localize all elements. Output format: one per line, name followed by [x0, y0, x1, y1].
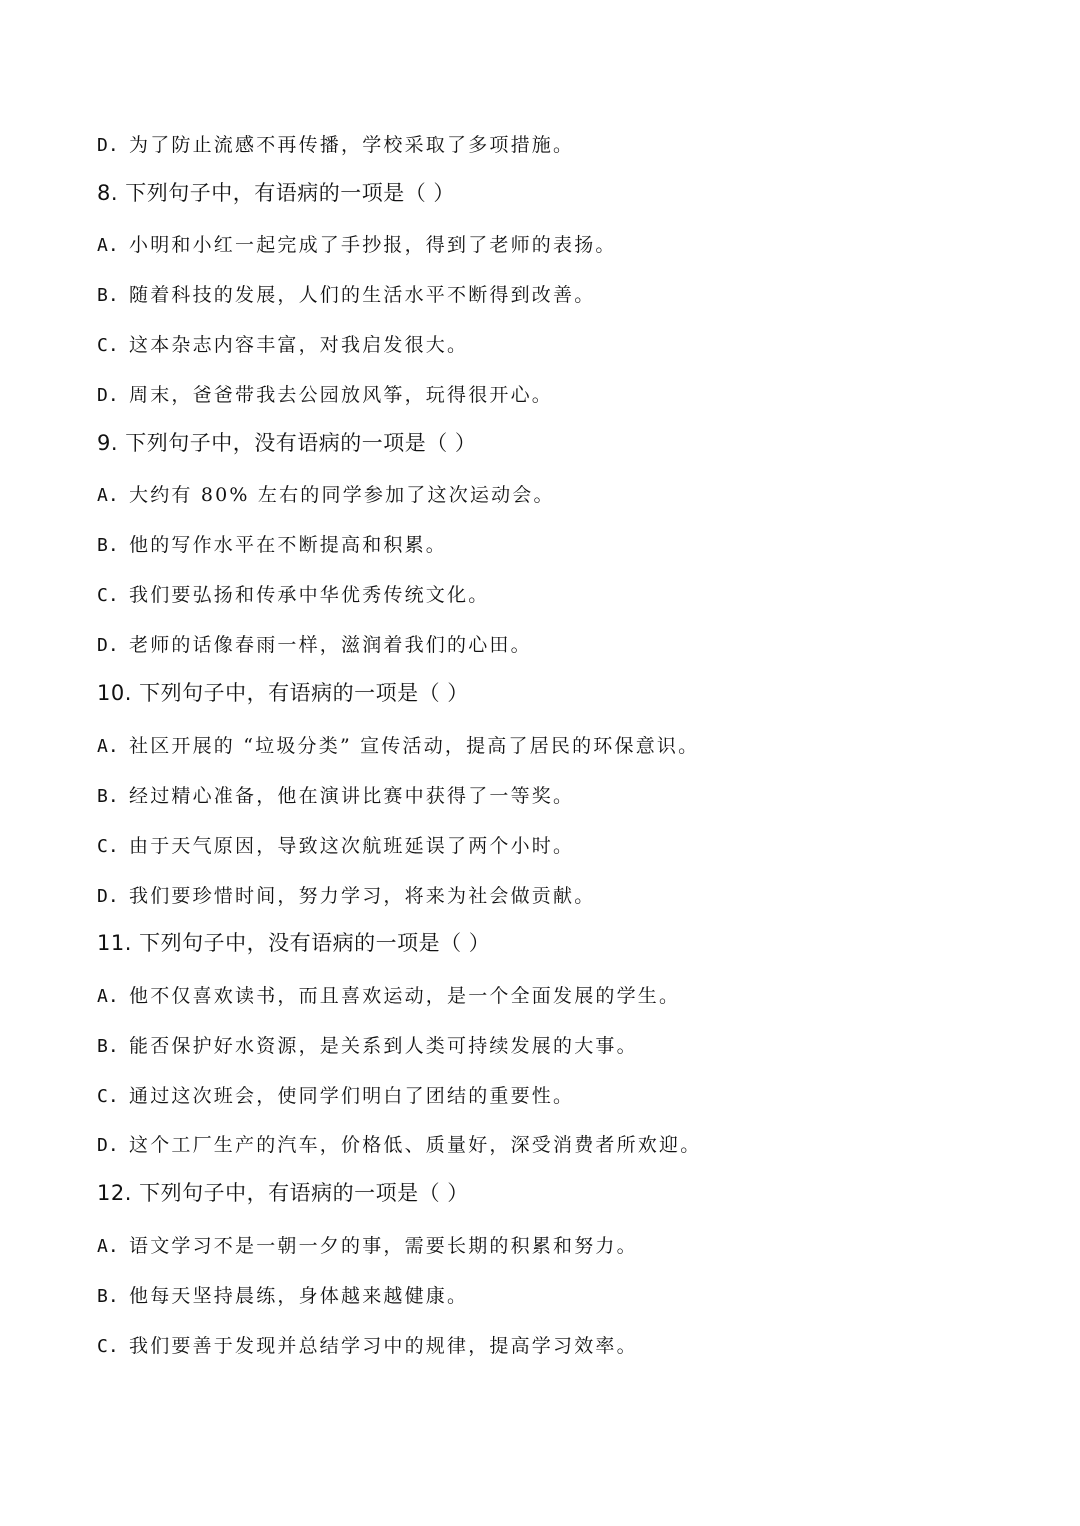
option-letter: B.: [97, 1286, 119, 1307]
question-12: 12. 下列句子中，有语病的一项是（ ）: [97, 1181, 469, 1205]
option-text: 他的写作水平在不断提高和积累。: [129, 534, 448, 556]
option-letter: A.: [97, 235, 119, 256]
option-q8-c: [97, 330, 468, 357]
option-letter: D.: [97, 1135, 119, 1156]
option-q10-c: [97, 831, 574, 858]
question-11: 11. 下列句子中，没有语病的一项是（ ）: [97, 931, 491, 955]
option-q9-d: [97, 630, 532, 657]
option-letter: D.: [97, 635, 119, 656]
option-q11-a: [97, 981, 680, 1008]
option-q10-a: [97, 731, 699, 758]
option-letter: B.: [97, 285, 119, 306]
option-letter: D.: [97, 135, 119, 156]
option-text: 他不仅喜欢读书，而且喜欢运动，是一个全面发展的学生。: [129, 985, 681, 1007]
option-text: 周末，爸爸带我去公园放风筝，玩得很开心。: [129, 384, 554, 406]
option-letter: D.: [97, 385, 119, 406]
question-9: 9. 下列句子中，没有语病的一项是（ ）: [97, 431, 477, 455]
option-q12-c: [97, 1331, 638, 1358]
option-q9-a: [97, 480, 555, 507]
option-q10-b: [97, 781, 574, 808]
option-q9-c: [97, 580, 489, 607]
option-q11-d: [97, 1130, 701, 1157]
option-letter: C.: [97, 335, 119, 356]
option-q8-a: [97, 230, 617, 257]
option-text: 经过精心准备，他在演讲比赛中获得了一等奖。: [129, 785, 575, 807]
option-text: 为了防止流感不再传播，学校采取了多项措施。: [129, 134, 575, 156]
option-text: 他每天坚持晨练，身体越来越健康。: [129, 1285, 469, 1307]
option-letter: D.: [97, 886, 119, 907]
option-text: 老师的话像春雨一样，滋润着我们的心田。: [129, 634, 532, 656]
option-text: 这个工厂生产的汽车，价格低、质量好，深受消费者所欢迎。: [129, 1134, 702, 1156]
question-8: 8. 下列句子中，有语病的一项是（ ）: [97, 181, 455, 205]
option-q12-b: [97, 1281, 468, 1308]
option-q8-b: [97, 280, 595, 307]
option-q7-d: [97, 130, 574, 157]
option-q11-c: [97, 1081, 574, 1108]
option-q11-b: [97, 1031, 638, 1058]
option-text: 小明和小红一起完成了手抄报，得到了老师的表扬。: [129, 234, 617, 256]
option-text: 语文学习不是一朝一夕的事，需要长期的积累和努力。: [129, 1235, 638, 1257]
option-text: 这本杂志内容丰富，对我启发很大。: [129, 334, 469, 356]
option-text: 通过这次班会，使同学们明白了团结的重要性。: [129, 1085, 575, 1107]
option-text: 我们要善于发现并总结学习中的规律，提高学习效率。: [129, 1335, 638, 1357]
option-letter: A.: [97, 1236, 119, 1257]
option-text: 我们要珍惜时间，努力学习，将来为社会做贡献。: [129, 885, 596, 907]
option-text: 由于天气原因，导致这次航班延误了两个小时。: [129, 835, 575, 857]
option-text: 我们要弘扬和传承中华优秀传统文化。: [129, 584, 490, 606]
option-letter: C.: [97, 1086, 119, 1107]
option-letter: C.: [97, 585, 119, 606]
option-q8-d: [97, 380, 553, 407]
option-text: 随着科技的发展，人们的生活水平不断得到改善。: [129, 284, 596, 306]
option-letter: B.: [97, 535, 119, 556]
option-text: 能否保护好水资源，是关系到人类可持续发展的大事。: [129, 1035, 638, 1057]
option-text: 社区开展的 “垃圾分类” 宣传活动，提高了居民的环保意识。: [129, 735, 700, 757]
option-letter: A.: [97, 485, 119, 506]
option-letter: C.: [97, 1336, 119, 1357]
option-letter: C.: [97, 836, 119, 857]
question-10: 10. 下列句子中，有语病的一项是（ ）: [97, 681, 469, 705]
option-text: 大约有 80% 左右的同学参加了这次运动会。: [129, 484, 555, 506]
option-q9-b: [97, 530, 447, 557]
option-letter: B.: [97, 1036, 119, 1057]
option-q12-a: [97, 1231, 638, 1258]
option-q10-d: [97, 881, 595, 908]
option-letter: A.: [97, 736, 119, 757]
option-letter: B.: [97, 786, 119, 807]
option-letter: A.: [97, 986, 119, 1007]
